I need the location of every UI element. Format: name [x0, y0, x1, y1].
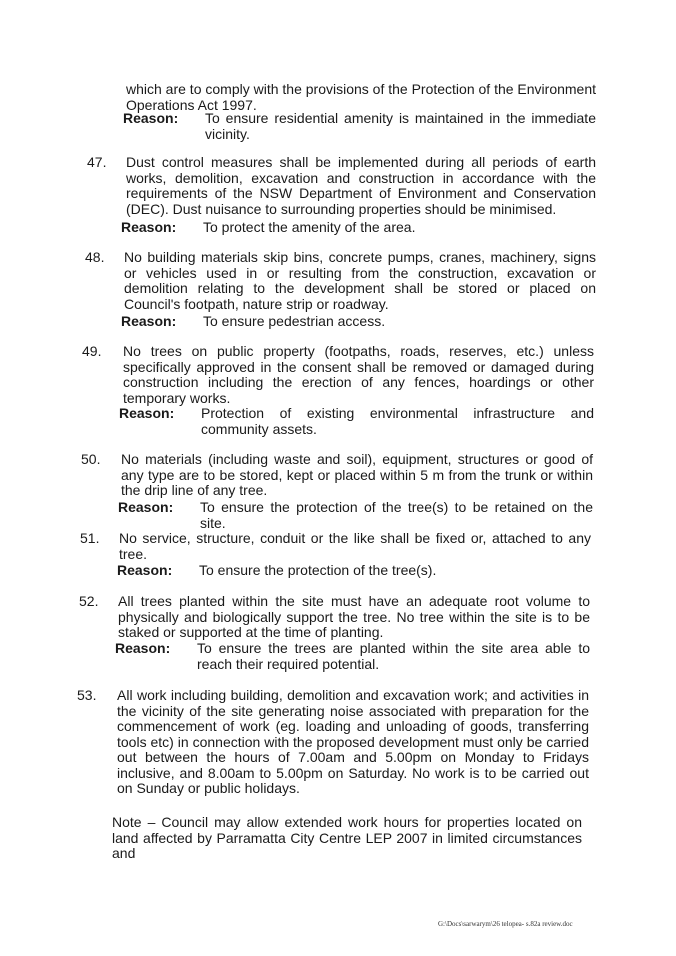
reason-row	[119, 406, 594, 437]
reason-label: Reason:	[117, 562, 173, 578]
note-text: Note – Council may allow extended work hours for properties located on land affected by Parramatta City Centre LEP 2007 in limited circumstances and	[112, 814, 582, 861]
footer-file-path: G:\Docs\sarwarym\26 telopea- s.82a review.doc	[438, 920, 573, 928]
reason-text: To ensure residential amenity is maintained in the immediate vicinity.	[205, 110, 596, 142]
condition-number: 48.	[85, 249, 105, 265]
reason-row	[115, 641, 590, 672]
reason-text: To ensure the trees are planted within the site area able to reach their required potential.	[197, 640, 590, 672]
condition-text: No materials (including waste and soil), equipment, structures or good of any type are to be stored, kept or placed within 5 m from the trunk or within the drip line of any tree.	[121, 451, 593, 498]
reason-label: Reason:	[123, 110, 179, 126]
condition-text: No trees on public property (footpaths, roads, reserves, etc.) unless specifically approved in the consent shall be removed or damaged during construction including the erection of any fences, hoardings or other temporary works.	[123, 343, 594, 406]
condition-text: All work including building, demolition and excavation work; and activities in the vicinity of the site generating noise associated with preparation for the commencement of work (eg. loading and unloading of goods, transferring tools etc) in connection with the proposed development must only be carried out between the hours of 7.00am and 5.00pm on Monday to Fridays inclusive, and 8.00am to 5.00pm on Saturday. No work is to be carried out on Sunday or public holidays.	[117, 687, 589, 796]
reason-label: Reason:	[115, 640, 171, 656]
reason-row	[123, 111, 596, 142]
condition-text: Dust control measures shall be implemented during all periods of earth works, demolition, excavation and construction in accordance with the requirements of the NSW Department of Environment and Conservation (DEC). Dust nuisance to surrounding properties should be minimised.	[126, 154, 596, 217]
condition-text: All trees planted within the site must have an adequate root volume to physically and biologically support the tree. No tree within the site is to be staked or supported at the time of planting.	[118, 593, 590, 640]
reason-row	[118, 500, 593, 531]
reason-text: To ensure the protection of the tree(s) to be retained on the site.	[200, 499, 593, 531]
condition-text: No building materials skip bins, concrete pumps, cranes, machinery, signs or vehicles used in or resulting from the construction, excavation or demolition relating to the development shall be stored or placed on Council's footpath, nature strip or roadway.	[124, 249, 596, 312]
reason-label: Reason:	[121, 313, 177, 329]
reason-label: Reason:	[121, 219, 177, 235]
condition-number: 49.	[82, 343, 102, 359]
reason-label: Reason:	[118, 499, 174, 515]
condition-text: No service, structure, conduit or the like shall be fixed or, attached to any tree.	[119, 530, 591, 562]
reason-row	[121, 314, 596, 330]
reason-text: To ensure the protection of the tree(s).	[199, 562, 437, 578]
condition-number: 51.	[80, 530, 100, 546]
reason-label: Reason:	[119, 405, 175, 421]
condition-number: 47.	[87, 154, 107, 170]
condition-number: 50.	[81, 451, 101, 467]
reason-row	[117, 563, 592, 579]
reason-text: To protect the amenity of the area.	[203, 219, 416, 235]
condition-number: 53.	[77, 687, 97, 703]
condition-number: 52.	[79, 593, 99, 609]
reason-text: To ensure pedestrian access.	[203, 313, 386, 329]
reason-row	[121, 220, 596, 236]
reason-text: Protection of existing environmental infrastructure and community assets.	[201, 405, 594, 437]
condition-continuation-text: which are to comply with the provisions of the Protection of the Environment Operations Act 1997.	[126, 81, 597, 113]
